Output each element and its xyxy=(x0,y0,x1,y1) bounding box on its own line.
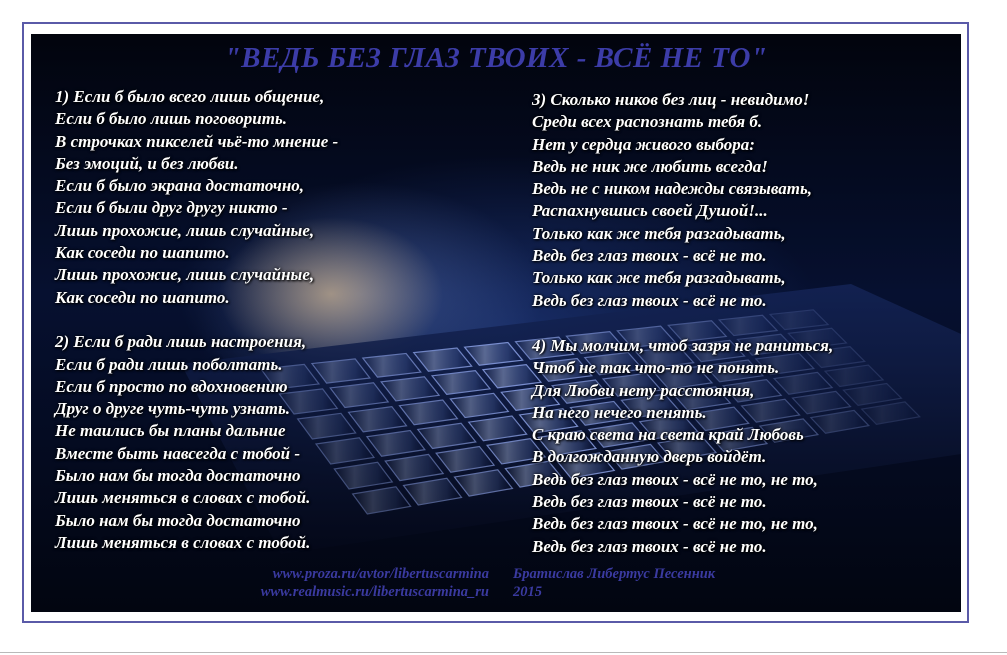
poem-line: 1) Если б было всего лишь общение, xyxy=(55,87,325,106)
poem-line: Ведь не ник же любить всегда! xyxy=(532,156,768,176)
poem-line: Вместе быть навсегда с тобой - xyxy=(55,443,300,463)
poem-line: 4) Мы молчим, чтоб зазря не раниться, xyxy=(532,335,834,355)
poem-line: Если б были друг другу никто - xyxy=(55,198,288,218)
footer-links xyxy=(261,565,489,601)
poem-line: Если б ради лишь поболтать. xyxy=(55,354,283,374)
poem-title: "ВЕДЬ БЕЗ ГЛАЗ ТВОИХ - ВСЁ НЕ ТО" xyxy=(224,42,768,74)
poem-line: Нет у сердца живого выбора: xyxy=(532,134,755,154)
poem-line: В долгожданную дверь войдёт. xyxy=(532,447,767,467)
poem-line: Если б было экрана достаточно, xyxy=(55,176,305,196)
author-name: Братислав Либертус Песенник xyxy=(513,566,716,582)
poem-line: Друг о друге чуть-чуть узнать. xyxy=(55,399,291,419)
poem-line: Ведь без глаз твоих - всё не то. xyxy=(532,290,767,310)
poem-line: Как соседи по шапито. xyxy=(55,243,230,263)
poem-line: Если б было лишь поговорить. xyxy=(55,109,287,129)
stanza-3 xyxy=(532,89,833,312)
footer-signature xyxy=(513,565,715,601)
poem-line: Только как же тебя разгадывать, xyxy=(532,268,786,288)
stanza-4 xyxy=(532,335,833,558)
poem-poster xyxy=(31,34,961,612)
poem-line: Ведь не с ником надежды связывать, xyxy=(532,179,813,199)
poem-line: Только как же тебя разгадывать, xyxy=(532,223,786,243)
poem-column-right xyxy=(532,89,833,558)
poem-line: Ведь без глаз твоих - всё не то. xyxy=(532,492,767,512)
poem-line: Лишь меняться в словах с тобой. xyxy=(55,532,311,552)
footer-link-proza[interactable]: www.proza.ru/avtor/libertuscarmina xyxy=(272,566,489,582)
poem-line: Как соседи по шапито. xyxy=(55,287,230,307)
poem-line: Лишь прохожие, лишь случайные, xyxy=(55,265,315,285)
poem-line: Среди всех распознать тебя б. xyxy=(532,112,763,132)
poem-line: На него нечего пенять. xyxy=(532,402,707,422)
publication-year: 2015 xyxy=(513,584,542,600)
footer-link-realmusic[interactable]: www.realmusic.ru/libertuscarmina_ru xyxy=(260,584,489,600)
stanza-2 xyxy=(55,331,338,554)
poem-line: В строчках пикселей чьё-то мнение - xyxy=(55,131,339,151)
poem-line: Ведь без глаз твоих - всё не то. xyxy=(532,536,767,556)
poem-line: 3) Сколько ников без лиц - невидимо! xyxy=(532,90,810,109)
poem-line: Было нам бы тогда достаточно xyxy=(55,466,301,486)
poem-line: 2) Если б ради лишь настроения, xyxy=(55,332,307,352)
poem-line: Если б просто по вдохновению xyxy=(55,376,288,396)
poem-line: Лишь прохожие, лишь случайные, xyxy=(55,220,315,240)
poem-line: Чтоб не так что-то не понять. xyxy=(532,358,780,378)
poem-line: Ведь без глаз твоих - всё не то. xyxy=(532,246,767,266)
poem-line: Для Любви нету расстояния, xyxy=(532,380,755,400)
poem-line: Лишь меняться в словах с тобой. xyxy=(55,488,311,508)
poem-line: Не таились бы планы дальние xyxy=(55,421,286,441)
bottom-divider xyxy=(0,652,1007,653)
stanza-gap xyxy=(55,309,338,331)
poem-column-left xyxy=(55,86,338,554)
poem-line: Без эмоций, и без любви. xyxy=(55,153,239,173)
stanza-1 xyxy=(55,86,338,309)
poem-line: С краю света на света край Любовь xyxy=(532,425,804,445)
stanza-gap xyxy=(532,312,833,335)
poem-line: Было нам бы тогда достаточно xyxy=(55,510,301,530)
poem-line: Ведь без глаз твоих - всё не то, не то, xyxy=(532,469,818,489)
poem-line: Ведь без глаз твоих - всё не то, не то, xyxy=(532,514,818,534)
poem-line: Распахнувшись своей Душой!... xyxy=(532,201,768,221)
